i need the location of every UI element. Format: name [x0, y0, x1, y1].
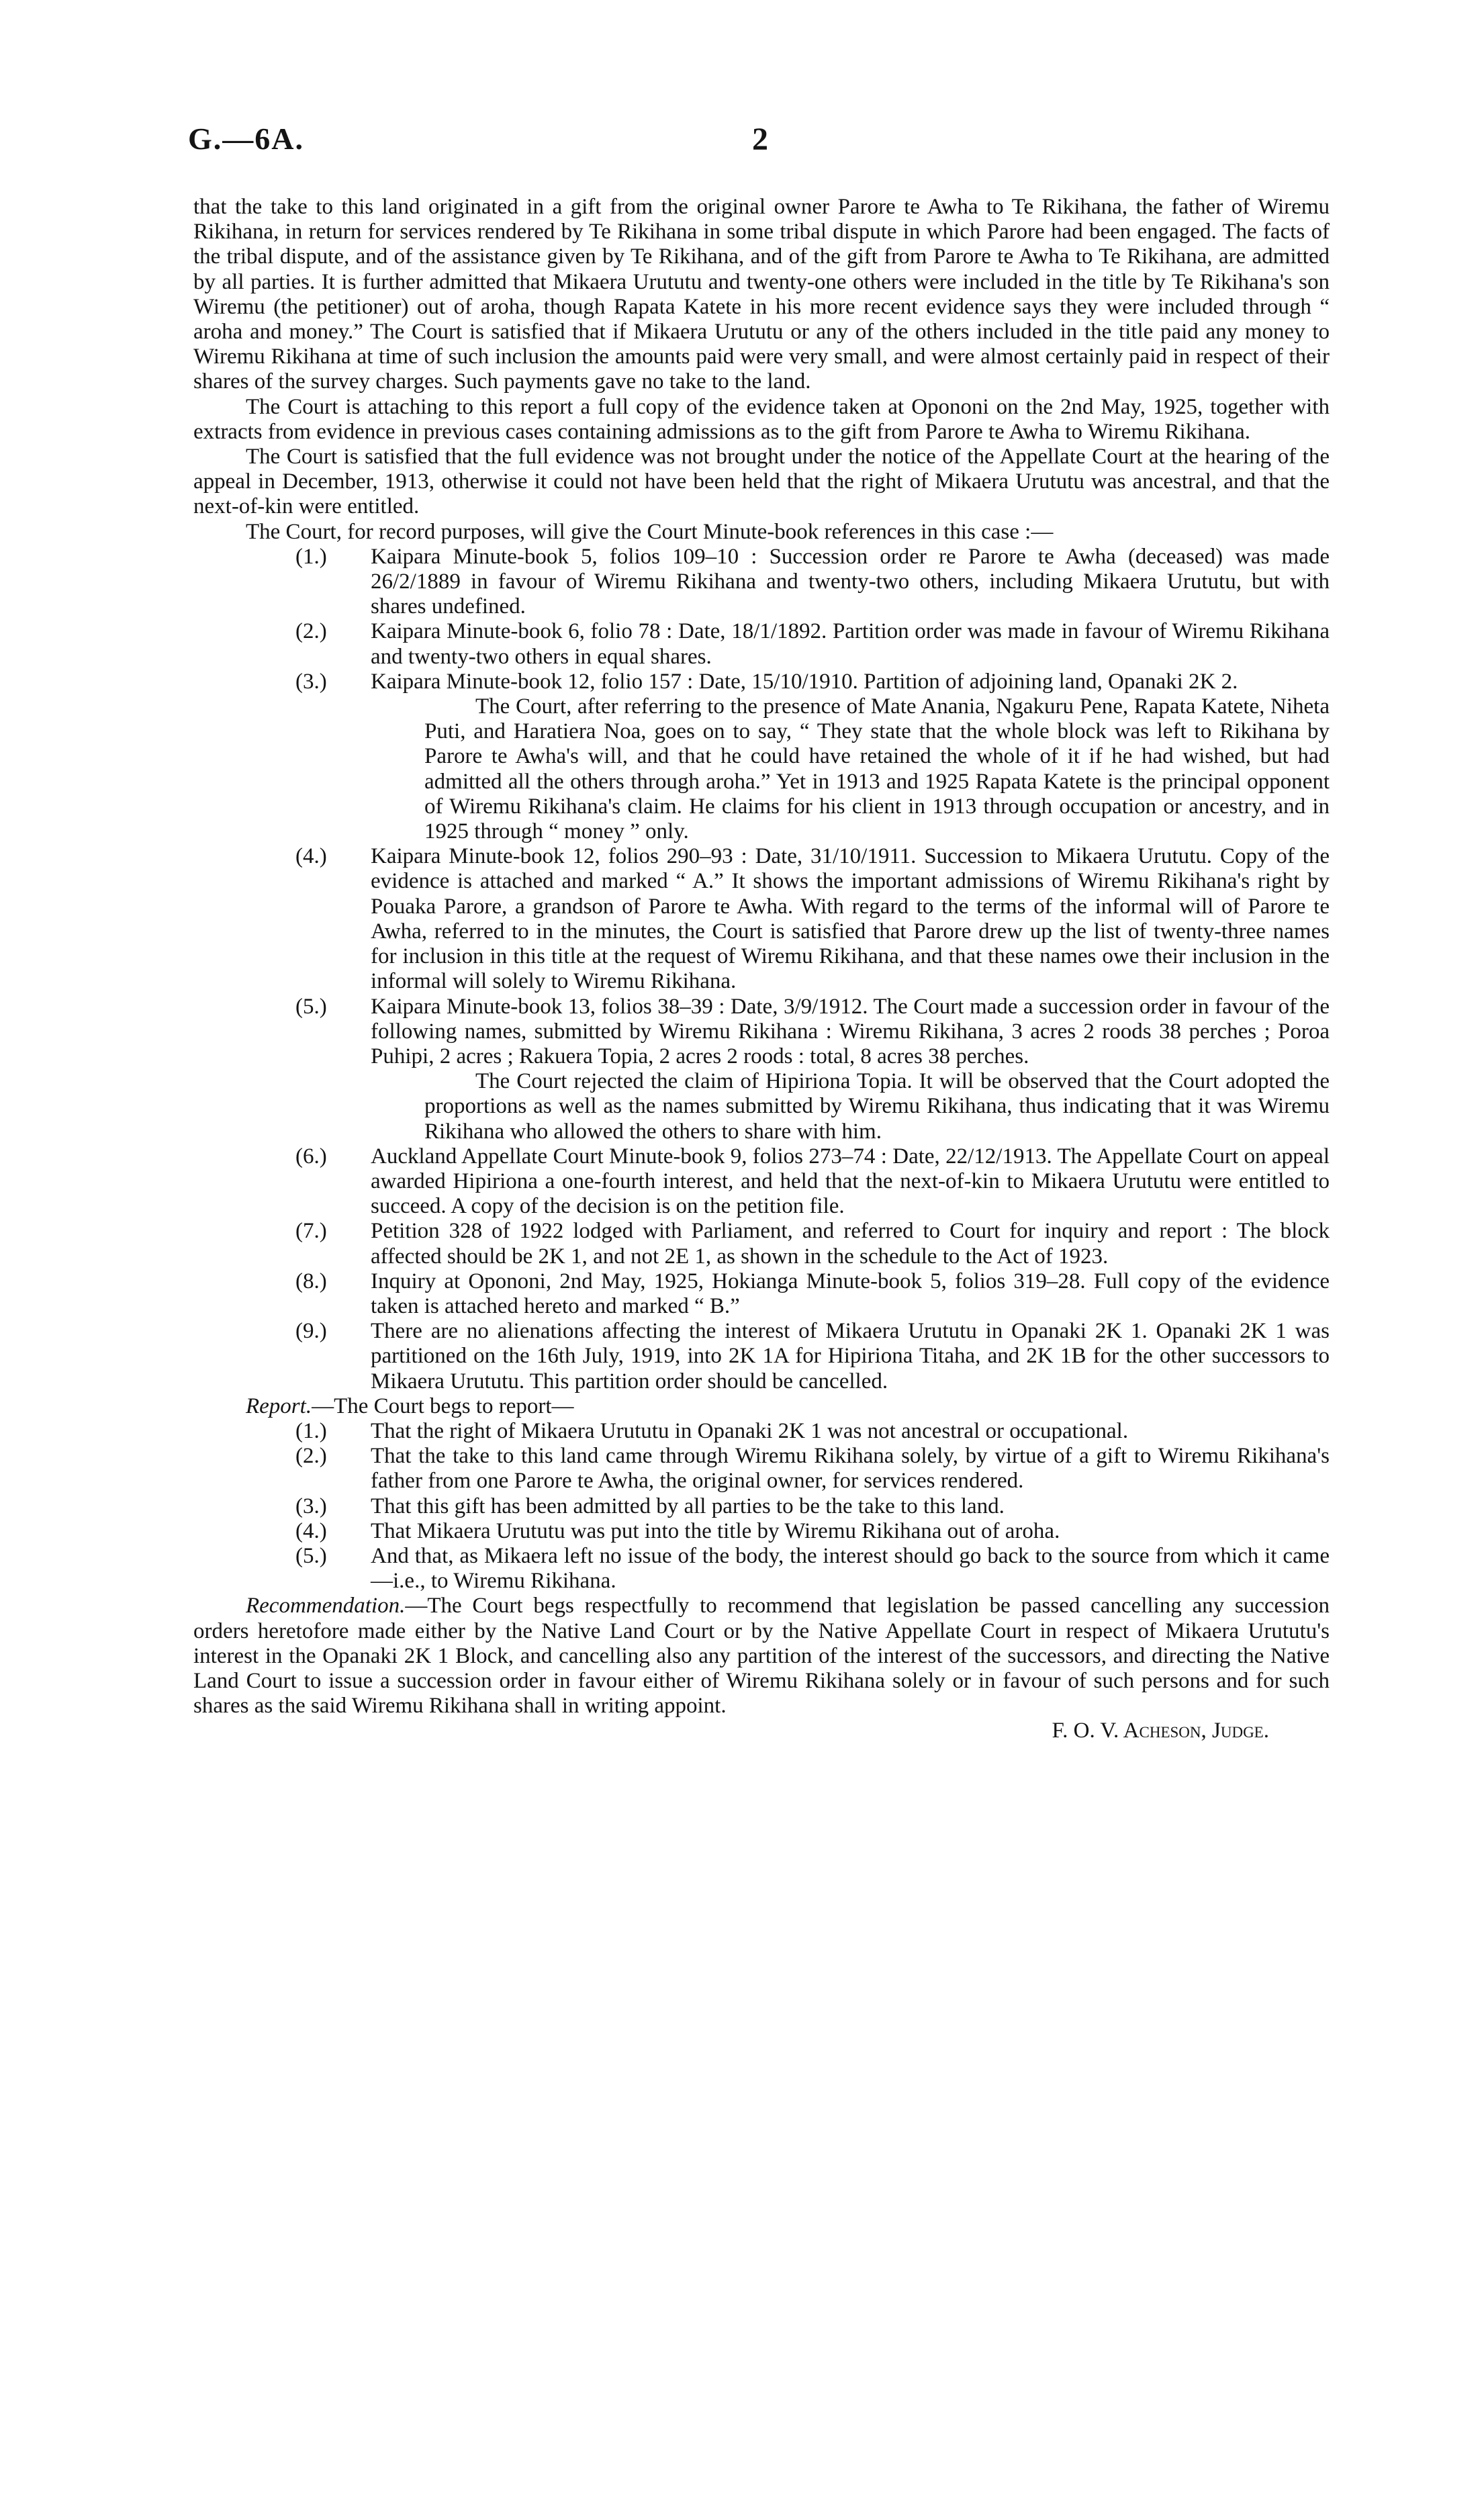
- references-list: [193, 545, 1330, 1394]
- reference-item: [193, 1319, 1330, 1394]
- report-item-text: That Mikaera Urututu was put into the title by Wiremu Rikihana out of aroha.: [371, 1518, 1060, 1543]
- reference-number: (7.): [295, 1219, 327, 1244]
- reference-text: Kaipara Minute-book 12, folio 157 : Date, 15/10/1910. Partition of adjoining land, Opanaki 2K 2.: [371, 669, 1238, 694]
- reference-item: [193, 995, 1330, 1070]
- report-item: [193, 1494, 1330, 1519]
- opening-paragraph: that the take to this land originated in a gift from the original owner Parore te Awha to Te Rikihana, the father of Wiremu Rikihana, in return for services rendered by Te Rikihana in some tribal dispute in which Parore had been engaged. The facts of the tribal dispute, and of the assistance given by Te Rikihana, and of the gift from Parore te Awha to Te Rikihana, are admitted by all parties. It is further admitted that Mikaera Urututu and twenty-one others were included in the title by Te Rikihana's son Wiremu (the petitioner) out of aroha, though Rapata Katete in his more recent evidence says they were included through “ aroha and money.” The Court is satisfied that if Mikaera Urututu or any of the others included in the title paid any money to Wiremu Rikihana at time of such inclusion the amounts paid were very small, and were almost certainly paid in respect of their shares of the survey charges. Such payments gave no take to the land.: [193, 195, 1330, 394]
- report-item: [193, 1419, 1330, 1444]
- reference-number: (6.): [295, 1144, 327, 1169]
- report-item-number: (4.): [295, 1518, 327, 1543]
- reference-number: (1.): [295, 544, 327, 569]
- reference-text: Kaipara Minute-book 6, folio 78 : Date, 18/1/1892. Partition order was made in favour of Wiremu Rikihana and twenty-two others in equal shares.: [371, 619, 1330, 669]
- report-item-text: That this gift has been admitted by all parties to be the take to this land.: [371, 1494, 1005, 1518]
- report-item-text: That the take to this land came through Wiremu Rikihana solely, by virtue of a gift to Wiremu Rikihana's father from one Parore te Awha, the original owner, for services rendered.: [371, 1444, 1330, 1494]
- report-list: [193, 1419, 1330, 1594]
- document-body: [193, 195, 1330, 1744]
- report-item-number: (2.): [295, 1444, 327, 1469]
- reference-subparagraph: The Court rejected the claim of Hipiriona Topia. It will be observed that the Court adopted the proportions as well as the names submitted by Wiremu Rikihana, thus indicating that it was Wiremu Rikihana who allowed the others to share with him.: [424, 1069, 1330, 1144]
- reference-text: Petition 328 of 1922 lodged with Parliament, and referred to Court for inquiry and report : The block affected should be 2K 1, and not 2E 1, as shown in the schedule to the Act of 1923.: [371, 1219, 1330, 1269]
- reference-text: There are no alienations affecting the interest of Mikaera Urututu in Opanaki 2K 1. Opanaki 2K 1 was partitioned on the 16th July, 1919, into 2K 1A for Hipiriona Titaha, and 2K 1B for the other successors to Mikaera Urututu. This partition order should be cancelled.: [371, 1319, 1330, 1393]
- page-number: 2: [752, 122, 768, 157]
- reference-number: (9.): [295, 1319, 327, 1344]
- satisfied-paragraph: The Court is satisfied that the full evidence was not brought under the notice of the Appellate Court at the hearing of the appeal in December, 1913, otherwise it could not have been held that the right of Mikaera Urututu was ancestral, and that the next-of-kin were entitled.: [193, 445, 1330, 519]
- report-item: [193, 1444, 1330, 1494]
- report-item: [193, 1544, 1330, 1594]
- recommendation-heading: Recommendation.: [246, 1594, 406, 1618]
- record-paragraph: The Court, for record purposes, will give the Court Minute-book references in this case :—: [246, 519, 1054, 544]
- reference-item: [193, 619, 1330, 669]
- evidence-paragraph: The Court is attaching to this report a full copy of the evidence taken at Opononi on the 2nd May, 1925, together with extracts from evidence in previous cases containing admissions as to the gift from Parore te Awha to Wiremu Rikihana.: [193, 394, 1330, 444]
- reference-item: [193, 545, 1330, 620]
- reference-number: (8.): [295, 1269, 327, 1293]
- report-item-text: That the right of Mikaera Urututu in Opanaki 2K 1 was not ancestral or occupational.: [371, 1418, 1129, 1443]
- reference-subparagraph: The Court, after referring to the presence of Mate Anania, Ngakuru Pene, Rapata Katete, Niheta Puti, and Haratiera Noa, goes on to say, “ They state that the whole block was left to Rikihana by Parore te Awha's will, and that he could have retained the whole of it if he had wished, but had admitted all the others through aroha.” Yet in 1913 and 1925 Rapata Katete is the principal opponent of Wiremu Rikihana's claim. He claims for his client in 1913 through occupation or ancestry, and in 1925 through “ money ” only.: [424, 694, 1330, 844]
- reference-number: (5.): [295, 994, 327, 1019]
- report-item-number: (1.): [295, 1418, 327, 1443]
- report-item: [193, 1519, 1330, 1544]
- report-heading: Report.: [246, 1393, 312, 1418]
- reference-number: (2.): [295, 619, 327, 644]
- reference-number: (3.): [295, 669, 327, 694]
- judge-signature: F. O. V. Acheson, Judge.: [1052, 1719, 1269, 1743]
- reference-item: [193, 1219, 1330, 1269]
- reference-item: [193, 670, 1330, 694]
- report-item-number: (3.): [295, 1494, 327, 1518]
- recommendation-paragraph: [193, 1594, 1330, 1719]
- reference-item: [193, 1269, 1330, 1319]
- reference-text: Auckland Appellate Court Minute-book 9, folios 273–74 : Date, 22/12/1913. The Appellate Court on appeal awarded Hipiriona a one-fourth interest, and held that the next-of-kin to Mikaera Urututu were entitled to succeed. A copy of the decision is on the petition file.: [371, 1144, 1330, 1219]
- reference-item: [193, 844, 1330, 994]
- recommendation-text: —The Court begs respectfully to recommend that legislation be passed cancelling any succession orders heretofore made either by the Native Land Court or by the Native Appellate Court in respect of Mikaera Urututu's interest in the Opanaki 2K 1 Block, and cancelling also any partition of the interest of the successors, and directing the Native Land Court to issue a succession order in favour either of Wiremu Rikihana solely or in favour of such persons and for such shares as the said Wiremu Rikihana shall in writing appoint.: [193, 1594, 1330, 1719]
- reference-item: [193, 1144, 1330, 1220]
- reference-number: (4.): [295, 844, 327, 869]
- page-header: [188, 121, 1330, 175]
- report-intro-text: —The Court begs to report—: [312, 1393, 574, 1418]
- reference-text: Inquiry at Opononi, 2nd May, 1925, Hokianga Minute-book 5, folios 319–28. Full copy of the evidence taken is attached hereto and marked “ B.”: [371, 1269, 1330, 1318]
- report-item-number: (5.): [295, 1543, 327, 1568]
- report-item-text: And that, as Mikaera left no issue of the body, the interest should go back to the source from which it came—i.e., to Wiremu Rikihana.: [371, 1543, 1330, 1594]
- reference-text: Kaipara Minute-book 5, folios 109–10 : Succession order re Parore te Awha (deceased) was made 26/2/1889 in favour of Wiremu Rikihana and twenty-two others, including Mikaera Urututu, but with shares undefined.: [371, 544, 1330, 619]
- report-intro: [193, 1394, 1330, 1419]
- document-reference: G.—6A.: [188, 122, 304, 156]
- reference-text: Kaipara Minute-book 13, folios 38–39 : Date, 3/9/1912. The Court made a succession order in favour of the following names, submitted by Wiremu Rikihana : Wiremu Rikihana, 3 acres 2 roods 38 perches ; Poroa Puhipi, 2 acres ; Rakuera Topia, 2 acres 2 roods : total, 8 acres 38 perches.: [371, 994, 1330, 1068]
- reference-text: Kaipara Minute-book 12, folios 290–93 : Date, 31/10/1911. Succession to Mikaera Urututu. Copy of the evidence is attached and marked “ A.” It shows the important admissions of Wiremu Rikihana's right by Pouaka Parore, a grandson of Parore te Awha. With regard to the terms of the informal will of Parore te Awha, referred to in the minutes, the Court is satisfied that Parore drew up the list of twenty-three names for inclusion in this title at the request of Wiremu Rikihana, and that these names owe their inclusion in the informal will solely to Wiremu Rikihana.: [371, 844, 1330, 994]
